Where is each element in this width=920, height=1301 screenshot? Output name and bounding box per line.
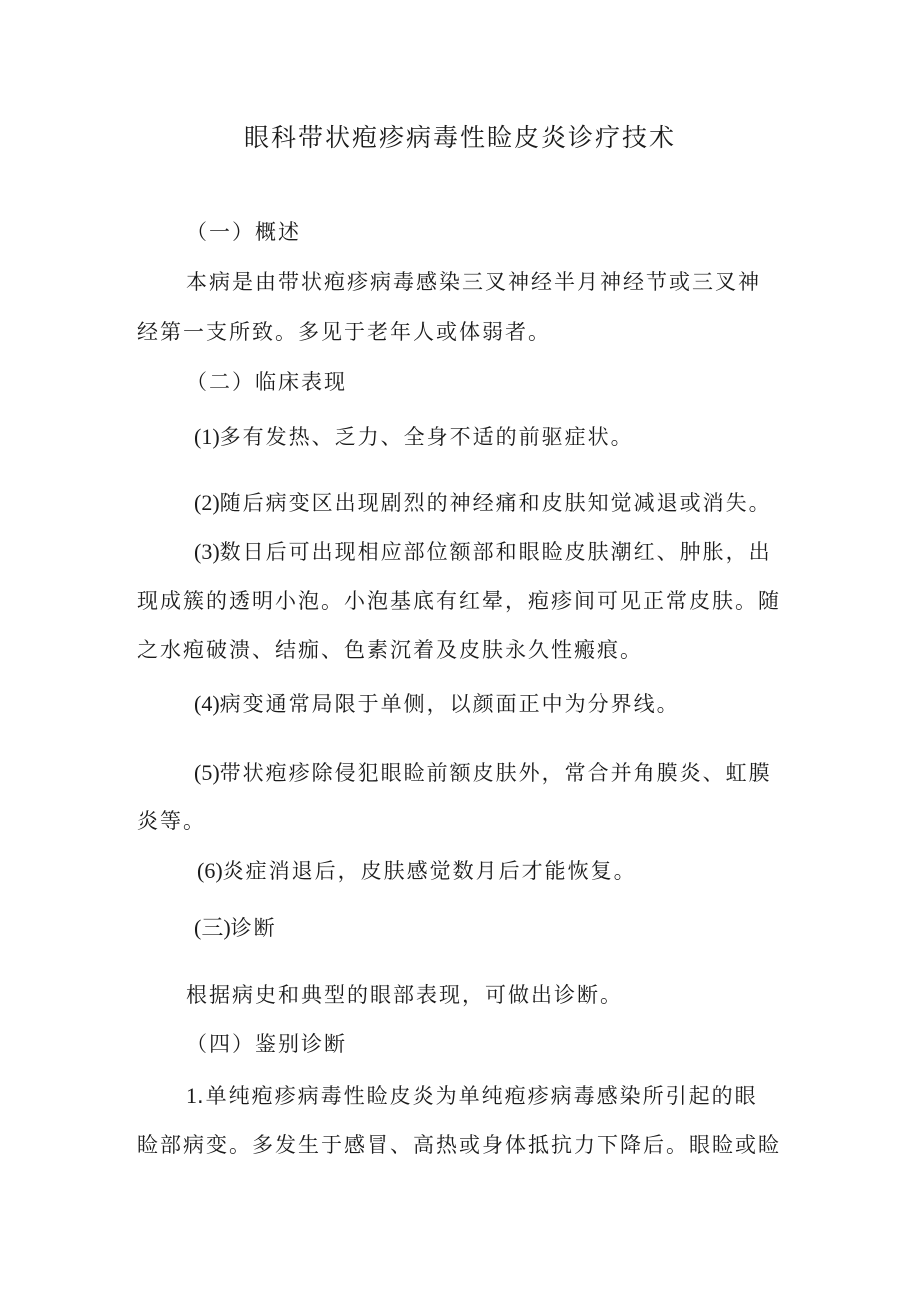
clinical-item-4-text: 病变通常局限于单侧，以颜面正中为分界线。 [219,692,680,716]
clinical-item-5-line-1 [194,757,772,787]
differential-item-1-line-1 [186,1080,758,1110]
clinical-item-5-number: (5) [194,760,220,785]
diagnosis-heading [194,911,277,942]
clinical-heading: （二）临床表现 [186,370,347,394]
clinical-item-4-number: (4) [194,691,220,716]
overview-heading: （一）概述 [186,220,301,244]
clinical-item-3-number: (3) [194,539,220,564]
clinical-item-6-text: 炎症消退后，皮肤感觉数月后才能恢复。 [222,859,637,883]
diagnosis-heading-text: 诊断 [230,916,277,940]
clinical-item-1 [194,421,634,451]
clinical-item-6 [197,855,637,885]
clinical-item-2 [194,487,772,517]
clinical-item-5-text: 带状疱疹除侵犯眼睑前额皮肤外，常合并角膜炎、虹膜 [219,761,772,785]
clinical-item-4 [194,688,680,718]
differential-heading: （四）鉴别诊断 [186,1032,347,1056]
clinical-item-3-line-3: 之水疱破溃、结痂、色素沉着及皮肤永久性瘢痕。 [137,638,643,662]
document-title: 眼科带状疱疹病毒性睑皮炎诊疗技术 [243,123,676,152]
diagnosis-heading-number: (三) [194,915,231,940]
clinical-item-5-line-2: 炎等。 [137,809,206,833]
clinical-item-1-number: (1) [194,424,220,449]
differential-item-1-text: .单纯疱疹病毒性睑皮炎为单纯疱疹病毒感染所引起的眼 [197,1084,758,1108]
clinical-item-3-text: 数日后可出现相应部位额部和眼睑皮肤潮红、肿胀，出 [219,540,772,564]
clinical-item-2-number: (2) [194,490,220,515]
clinical-item-1-text: 多有发热、乏力、全身不适的前驱症状。 [219,425,634,449]
diagnosis-paragraph: 根据病史和典型的眼部表现，可做出诊断。 [186,983,623,1007]
clinical-item-6-number: (6) [197,858,223,883]
clinical-item-2-text: 随后病变区出现剧烈的神经痛和皮肤知觉减退或消失。 [219,491,772,515]
overview-paragraph-line-2: 经第一支所致。多见于老年人或体弱者。 [137,320,551,344]
overview-paragraph-line-1: 本病是由带状疱疹病毒感染三叉神经半月神经节或三叉神 [186,270,761,294]
clinical-item-3-line-2: 现成簇的透明小泡。小泡基底有红晕，疱疹间可见正常皮肤。随 [137,589,781,613]
differential-item-1-line-2: 睑部病变。多发生于感冒、高热或身体抵抗力下降后。眼睑或睑 [137,1133,781,1157]
clinical-item-3-line-1 [194,536,772,566]
differential-item-1-number: 1 [186,1083,197,1108]
